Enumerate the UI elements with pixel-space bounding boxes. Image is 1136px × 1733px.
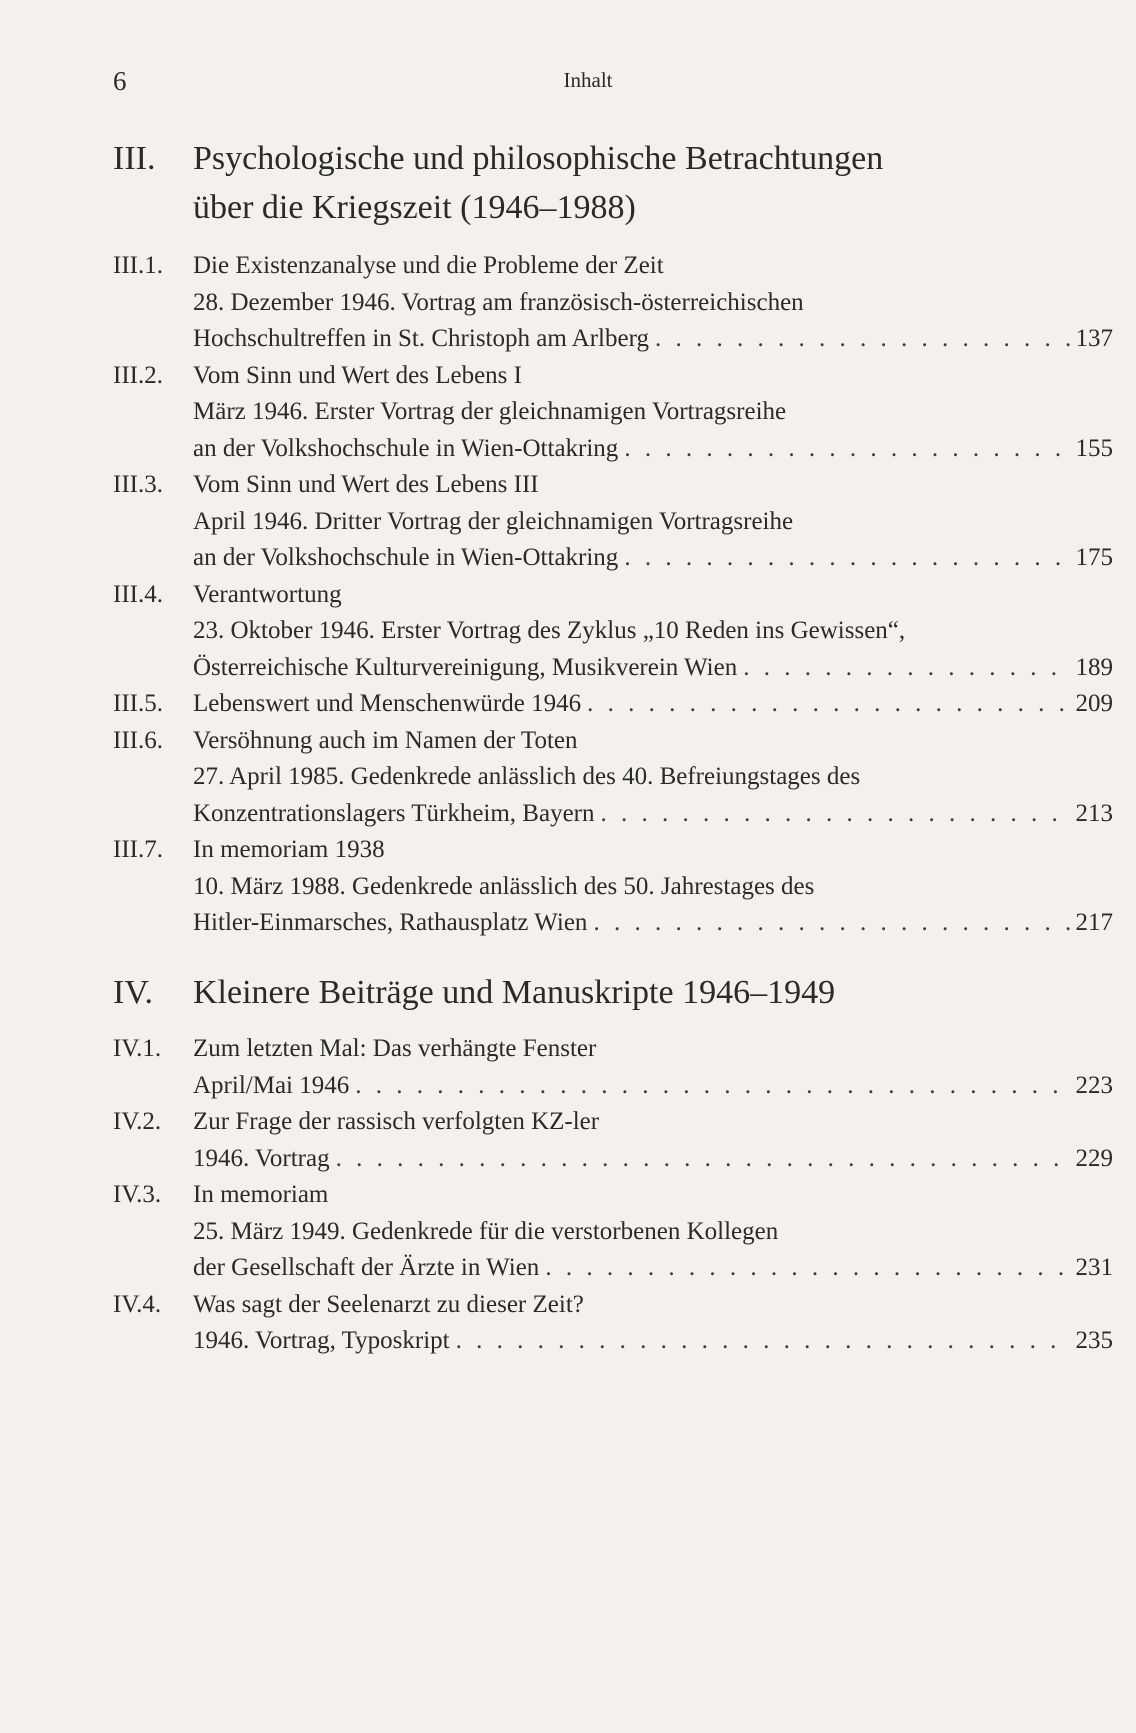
toc-entry <box>113 686 1113 723</box>
toc-entry <box>113 358 1113 468</box>
entry-title: In memoriam 1938 <box>193 836 385 863</box>
section-title <box>193 134 1113 232</box>
entry-number: III.4. <box>113 580 163 608</box>
entry-leader-line <box>193 1068 1113 1105</box>
entry-body <box>193 248 1113 358</box>
entry-number: III.5. <box>113 690 163 717</box>
entry-body <box>193 686 1113 723</box>
dot-leader <box>545 1250 1069 1287</box>
entry-last-line: an der Volkshochschule in Wien-Ottakring <box>193 544 619 571</box>
toc-entry <box>113 1287 1113 1360</box>
dot-leader <box>456 1323 1070 1360</box>
entry-title: Zur Frage der rassisch verfolgten KZ-ler <box>193 1108 600 1135</box>
entry-page-number: 231 <box>1075 1254 1113 1281</box>
section-title-line: über die Kriegszeit (1946–1988) <box>193 189 636 226</box>
entry-page-number: 209 <box>1075 690 1113 717</box>
section-title <box>193 968 1113 1017</box>
entry-body <box>193 1104 1113 1177</box>
entry-body <box>193 723 1113 833</box>
toc-entry-list <box>113 248 1113 942</box>
entry-page-number: 213 <box>1075 799 1113 827</box>
entry-leader-line <box>193 1323 1113 1360</box>
entry-title: Versöhnung auch im Namen der Toten <box>193 726 578 754</box>
entry-leader-line <box>193 431 1113 468</box>
entry-number: IV.4. <box>113 1290 162 1318</box>
entry-page-number: 137 <box>1075 325 1113 352</box>
running-head: Inhalt <box>563 68 613 92</box>
page-number: 6 <box>113 66 127 96</box>
entry-last-line: Konzentrationslagers Türkheim, Bayern <box>193 799 595 827</box>
entry-page-number: 175 <box>1075 544 1113 571</box>
entry-body <box>193 577 1113 687</box>
entry-leader-line <box>193 1250 1113 1287</box>
entry-last-line: 1946. Vortrag, Typoskript <box>193 1327 450 1354</box>
toc-entry <box>113 467 1113 577</box>
entry-leader-line <box>193 686 1113 723</box>
entry-description: April 1946. Dritter Vortrag der gleichnamigen Vortragsreihe <box>193 507 794 535</box>
section-heading <box>113 134 1113 232</box>
entry-number: III.1. <box>113 252 163 279</box>
entry-number: IV.3. <box>113 1181 162 1208</box>
entry-body <box>193 1031 1113 1104</box>
section-heading <box>113 968 1113 1017</box>
entry-page-number: 235 <box>1075 1327 1113 1354</box>
dot-leader <box>624 540 1069 577</box>
entry-leader-line <box>193 1141 1113 1178</box>
toc-entry <box>113 248 1113 358</box>
section-title-line: Psychologische und philosophische Betrachtungen <box>193 140 884 177</box>
toc-entry <box>113 723 1113 833</box>
entry-number: III.3. <box>113 471 163 498</box>
entry-body <box>193 832 1113 942</box>
toc-entry <box>113 832 1113 942</box>
entry-title: Was sagt der Seelenarzt zu dieser Zeit? <box>193 1290 584 1318</box>
toc-entry <box>113 1104 1113 1177</box>
entry-last-line: Österreichische Kulturvereinigung, Musikverein Wien <box>193 653 738 681</box>
entry-page-number: 155 <box>1075 434 1113 462</box>
entry-last-line: der Gesellschaft der Ärzte in Wien <box>193 1254 540 1281</box>
entry-last-line: April/Mai 1946 <box>193 1071 350 1099</box>
dot-leader <box>601 796 1070 833</box>
dot-leader <box>593 905 1069 942</box>
entry-page-number: 223 <box>1075 1071 1113 1099</box>
entry-leader-line <box>193 321 1113 358</box>
entry-number: III.2. <box>113 361 163 389</box>
entry-page-number: 217 <box>1075 909 1113 936</box>
toc-entry-list <box>113 1031 1113 1360</box>
entry-last-line: 1946. Vortrag <box>193 1144 330 1172</box>
entry-number: IV.1. <box>113 1035 162 1062</box>
dot-leader <box>655 321 1070 358</box>
entry-leader-line <box>193 650 1113 687</box>
toc-entry <box>113 577 1113 687</box>
toc-section-iii <box>113 134 1113 942</box>
entry-description: 25. März 1949. Gedenkrede für die verstorbenen Kollegen <box>193 1217 779 1245</box>
section-title-line: Kleinere Beiträge und Manuskripte 1946–1949 <box>193 974 836 1011</box>
entry-number: III.7. <box>113 836 163 863</box>
entry-title: In memoriam <box>193 1181 329 1208</box>
entry-number: IV.2. <box>113 1108 162 1135</box>
entry-number: III.6. <box>113 726 163 754</box>
entry-description: 27. April 1985. Gedenkrede anlässlich des 40. Befreiungstages des <box>193 763 861 790</box>
dot-leader <box>355 1068 1069 1105</box>
entry-title: Zum letzten Mal: Das verhängte Fenster <box>193 1035 597 1062</box>
entry-page-number: 189 <box>1075 653 1113 681</box>
dot-leader <box>587 686 1069 723</box>
entry-title: Verantwortung <box>193 580 342 608</box>
entry-title: Vom Sinn und Wert des Lebens I <box>193 361 522 389</box>
entry-last-line: Hochschultreffen in St. Christoph am Arlberg <box>193 325 649 352</box>
section-number: III. <box>113 140 156 177</box>
dot-leader <box>624 431 1069 468</box>
entry-body <box>193 467 1113 577</box>
entry-body <box>193 358 1113 468</box>
toc-section-iv <box>113 968 1113 1360</box>
entry-leader-line <box>193 905 1113 942</box>
entry-last-line: Lebenswert und Menschenwürde 1946 <box>193 690 582 717</box>
entry-leader-line <box>193 796 1113 833</box>
entry-last-line: an der Volkshochschule in Wien-Ottakring <box>193 434 619 462</box>
section-number: IV. <box>113 974 153 1011</box>
entry-body <box>193 1177 1113 1287</box>
entry-last-line: Hitler-Einmarsches, Rathausplatz Wien <box>193 909 588 936</box>
entry-body <box>193 1287 1113 1360</box>
entry-description: 10. März 1988. Gedenkrede anlässlich des 50. Jahrestages des <box>193 872 815 900</box>
toc-entry <box>113 1031 1113 1104</box>
entry-description: 23. Oktober 1946. Erster Vortrag des Zyklus „10 Reden ins Gewissen“, <box>193 617 906 644</box>
dot-leader <box>336 1141 1070 1178</box>
entry-description: März 1946. Erster Vortrag der gleichnamigen Vortragsreihe <box>193 398 787 425</box>
entry-title: Vom Sinn und Wert des Lebens III <box>193 471 539 498</box>
entry-page-number: 229 <box>1075 1144 1113 1172</box>
entry-title: Die Existenzanalyse und die Probleme der Zeit <box>193 252 664 279</box>
entry-leader-line <box>193 540 1113 577</box>
toc-entry <box>113 1177 1113 1287</box>
entry-description: 28. Dezember 1946. Vortrag am französisch-österreichischen <box>193 288 804 316</box>
dot-leader <box>743 650 1069 687</box>
